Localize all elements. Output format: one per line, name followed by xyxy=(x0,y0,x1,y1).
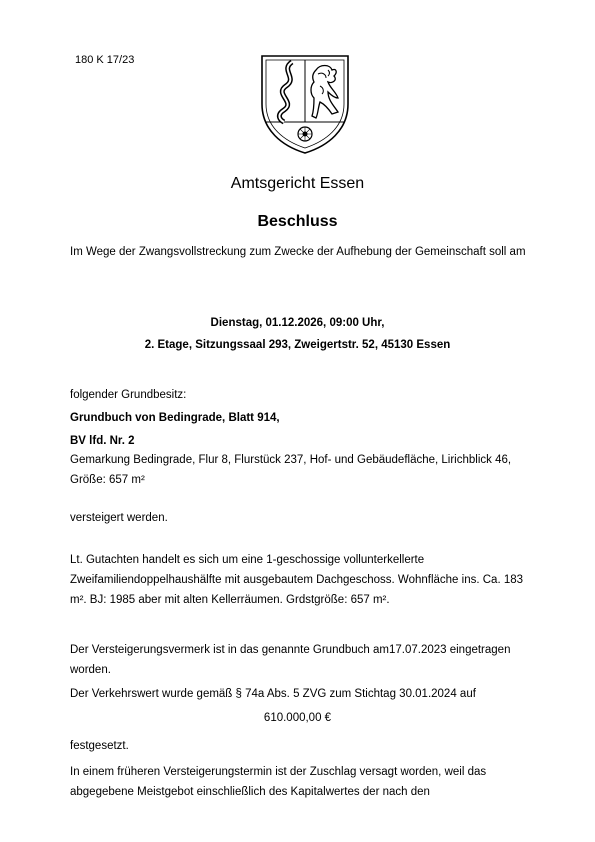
grundbuch-entry: Grundbuch von Bedingrade, Blatt 914, xyxy=(70,412,280,424)
file-number: 180 K 17/23 xyxy=(75,54,135,66)
market-value-paragraph: Der Verkehrswert wurde gemäß § 74a Abs. 5 ZVG zum Stichtag 30.01.2024 auf xyxy=(70,688,476,700)
property-label: folgender Grundbesitz: xyxy=(70,389,187,401)
auction-location: 2. Etage, Sitzungssaal 293, Zweigertstr. 52, 45130 Essen xyxy=(144,339,451,351)
auction-date-block xyxy=(0,312,595,356)
earlier-auction-paragraph: In einem früheren Versteigerungstermin ist der Zuschlag versagt worden, weil das abgegebene Meistgebot einschließlich des Kapitalwertes der nach den xyxy=(70,766,487,798)
market-value-amount: 610.000,00 € xyxy=(263,712,332,724)
coat-of-arms-nrw-icon xyxy=(258,52,352,156)
court-name: Amtsgericht Essen xyxy=(230,175,365,192)
bv-entry: BV lfd. Nr. 2 xyxy=(70,435,135,447)
auction-date-time: Dienstag, 01.12.2026, 09:00 Uhr, xyxy=(210,317,385,329)
intro-paragraph: Im Wege der Zwangsvollstreckung zum Zwecke der Aufhebung der Gemeinschaft soll am xyxy=(70,246,526,258)
fixed-phrase: festgesetzt. xyxy=(70,740,129,752)
auction-phrase: versteigert werden. xyxy=(70,512,168,524)
registration-paragraph: Der Versteigerungsvermerk ist in das genannte Grundbuch am17.07.2023 eingetragen worden. xyxy=(70,644,511,676)
document-title: Beschluss xyxy=(257,213,338,230)
appraisal-paragraph: Lt. Gutachten handelt es sich um eine 1-geschossige vollunterkellerte Zweifamiliendoppelhaushälfte mit ausgebautem Dachgeschoss. Wohnfläche ins. Ca. 183 m². BJ: 1985 aber mit alten Kellerräumen. Grdstgröße: 657 m². xyxy=(70,554,524,606)
property-description: Gemarkung Bedingrade, Flur 8, Flurstück 237, Hof- und Gebäudefläche, Lirichblick 46, Größe: 657 m² xyxy=(70,454,512,486)
